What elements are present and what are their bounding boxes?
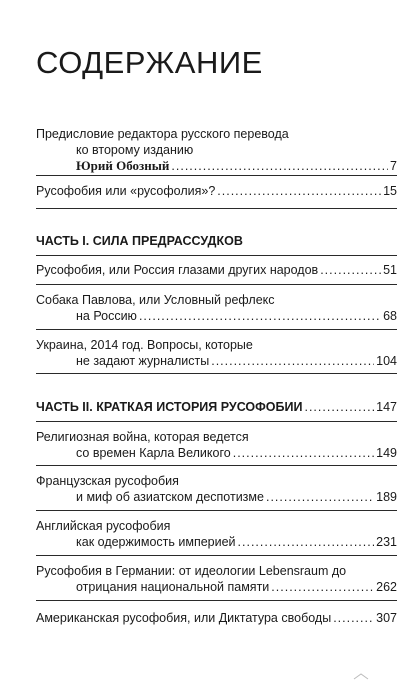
dot-leader [304,400,374,416]
toc-part-heading[interactable] [36,400,397,416]
dot-leader [333,611,374,627]
entry-page-number: 307 [376,611,397,625]
toc-entry[interactable] [36,611,397,627]
entry-title-line: Украина, 2014 год. Вопросы, которые [36,338,253,352]
divider [36,600,397,601]
dot-leader [211,354,374,370]
entry-title-line: на Россию [76,308,137,323]
entry-page-number: 147 [376,400,397,414]
page-corner-ornament-icon [352,671,370,681]
toc-entry[interactable] [36,519,397,550]
entry-author: Юрий Обозный [76,158,170,173]
toc-entry-preface[interactable] [36,127,397,175]
entry-page-number: 149 [376,445,397,460]
entry-title-line: Предисловие редактора русского перевода [36,127,289,141]
entry-title-line: Американская русофобия, или Диктатура свободы [36,611,332,625]
dot-leader [233,446,374,462]
toc-entry[interactable] [36,184,397,200]
entry-page-number: 231 [376,534,397,549]
divider [36,555,397,556]
divider [36,329,397,330]
entry-title-line: со времен Карла Великого [76,445,231,460]
entry-page-number: 68 [383,308,397,323]
divider [36,255,397,256]
entry-page-number: 262 [376,579,397,594]
toc-part-heading[interactable] [36,234,397,250]
divider [36,465,397,466]
divider [36,284,397,285]
part-title: ЧАСТЬ I. СИЛА ПРЕДРАССУДКОВ [36,234,243,248]
divider [36,421,397,422]
entry-title-line: не задают журналисты [76,353,210,368]
dot-leader [238,535,375,551]
page-title: СОДЕРЖАНИЕ [36,45,263,80]
toc-entry[interactable] [36,263,397,279]
entry-title-line: Религиозная война, которая ведется [36,430,249,444]
entry-page-number: 189 [376,489,397,504]
entry-title-line: Русофобия, или Россия глазами других народов [36,263,319,277]
dot-leader [171,159,388,175]
entry-page-number: 104 [376,353,397,368]
divider [36,373,397,374]
dot-leader [217,184,381,200]
entry-title-line: Русофобия в Германии: от идеологии Lebensraum до [36,564,347,578]
dot-leader [271,580,374,596]
toc-entry[interactable] [36,293,397,324]
toc-entry[interactable] [36,430,397,461]
entry-page-number: 15 [383,184,397,198]
toc-entry[interactable] [36,338,397,369]
entry-title-line: ко второму изданию [76,142,194,157]
dot-leader [266,490,374,506]
toc-entry[interactable] [36,564,397,595]
entry-page-number: 7 [390,159,397,173]
dot-leader [139,309,381,325]
entry-title-line: Русофобия или «русофолия»? [36,184,216,198]
divider [36,208,397,209]
entry-title-line: Собака Павлова, или Условный рефлекс [36,293,275,307]
part-title: ЧАСТЬ II. КРАТКАЯ ИСТОРИЯ РУСОФОБИИ [36,400,303,414]
toc-entry[interactable] [36,474,397,505]
dot-leader [320,263,381,279]
entry-title-line: и миф об азиатском деспотизме [76,489,264,504]
entry-title-line: как одержимость империей [76,534,236,549]
divider [36,175,397,176]
entry-title-line: Английская русофобия [36,519,171,533]
entry-page-number: 51 [383,263,397,277]
divider [36,510,397,511]
entry-title-line: отрицания национальной памяти [76,579,270,594]
entry-title-line: Французская русофобия [36,474,179,488]
